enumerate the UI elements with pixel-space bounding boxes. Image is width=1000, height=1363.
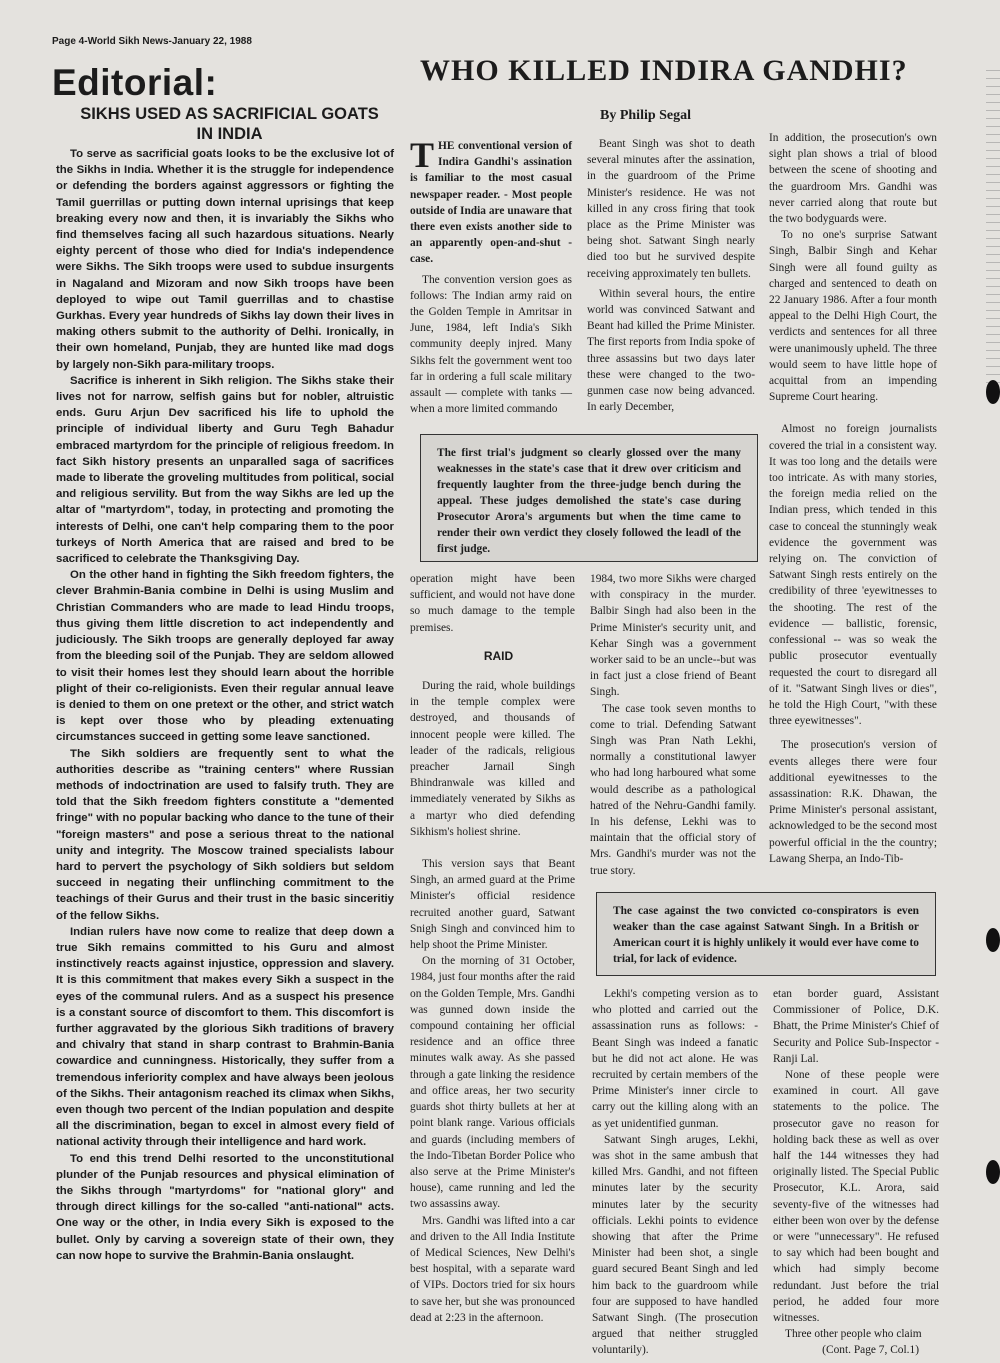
article-col1-bottom: [410, 571, 575, 1343]
article-paragraph: To no one's surprise Satwant Singh, Balbir Singh and Kehar Singh were all found guilty as charged and sentenced to death on 22 January 1986. After a four month appeal to the Delhi High Court, the verdicts and sentences for all three were unanimously upheld. The three would seem to have little hope of acquittal from an impending Supreme Court hearing.: [769, 229, 937, 404]
article-paragraph: Satwant Singh aruges, Lekhi, was shot in the same ambush that killed Mrs. Gandhi, and not fifteen minutes later by the security minutes later by the security officials. Lekhi points to evidence showing that after the Prime Minister had been shot, a single guard secured Beant Singh and led him back to the guardroom while four are supposed to have handled Satwant Singh. (The prosecution argued that neither struggled voluntarily).: [592, 1133, 758, 1357]
article-lead: [410, 135, 572, 268]
article-paragraph: Almost no foreign journalists covered the trial in a consistent way. It was too long and the details were too intricate. As with many stories, the foreign media relied on the Indian press, which tended in this case to conceal the stunningly weak evidence the government was relying on. The conviction of Satwant Singh rests entirely on the credibility of three 'eyewitnesses to the shooting. The rest of the evidence — ballistic, forensic, confessional -- was so weak the public prosecutor eventually requested the court to disregard all of it. "Satwant Singh lives or dies", he told the High Court, "with these three eyewitnesses".: [769, 423, 937, 728]
continued-note: (Cont. Page 7, Col.1): [822, 1344, 919, 1357]
article-byline: By Philip Segal: [600, 108, 692, 123]
editorial-paragraph: On the other hand in fighting the Sikh freedom fighters, the clever Brahmin-Bania combine in Delhi is using Muslim and Christian Commanders who are made to lead Hindu troops, thus giving them little discretion to act independently and judiciously. The Sikh troops are generally deployed far away from the bleeding soil of the Punjab. They are seldom allowed to visit their homes lest they should learn about the horrible plight of their co-religionists. Even their regular annual leave is denied to them on one pretext or the other, and strict watch is kept over those who by pleading extenuating circumstances succeed in getting some leave sanctioned.: [56, 569, 394, 744]
editorial-headline: [52, 104, 407, 144]
article-paragraph: None of these people were examined in court. All gave statements to the police. The prosecutor gave no reason for holding back these as well as over half the 144 witnesses they had originally listed. The Special Public Prosecutor, K.L. Arora, said seventy-five of the witnesses had either been won over by the defense or were "unnecessary". He refused to say which had been bought and which had simply become redundant. Just before the trial period, he added four more witnesses.: [773, 1069, 939, 1325]
article-paragraph: Mrs. Gandhi was lifted into a car and driven to the All India Institute of Medical Sciences, New Delhi's best hospital, with a separate ward of VIPs. Doctors tried for six hours to save her, but she was pronounced dead at 2:23 in the afternoon.: [410, 1214, 575, 1324]
article-col2-top: [587, 136, 755, 428]
page-header: Page 4-World Sikh News-January 22, 1988: [52, 36, 252, 47]
article-col2-bottom: [592, 986, 758, 1357]
editorial-paragraph: Indian rulers have now come to realize that deep down a true Sikh remains committed to his Guru and almost instinctively reacts against injustice, oppression and slavery. It is this commitment that makes every Sikh a suspect in the eyes of the communal rulers. And as a suspect his presence is a constant source of discomfort to them. This discomfort is further aggravated by the glorious Sikh traditions of bravery and chivalry that stand in sharp contrast to Brahmin-Bania cowardice and cunningness. Historically, they suffer from a tremendous inferiority complex and have always been jeolous of the Sikhs. Their antagonism reached its climax when Sikhs, even though two percent of the Indian population and despite all the discrimination, began to excel in almost every field of national activity through their intelligence and hard work.: [56, 925, 394, 1149]
punch-hole: [986, 1160, 1000, 1184]
article-paragraph: operation might have been sufficient, and would not have done so much damage to the temple premises.: [410, 573, 575, 634]
editorial-label: Editorial:: [52, 62, 218, 103]
pull-quote: The first trial's judgment so clearly glossed over the many weaknesses in the state's case that it drew over criticism and frequently laughter from the three-judge bench during the appeal. These judges demolished the state's case during Prosecutor Arora's arguments but when the time came to render their own verdict they closely followed the leadl of the first judge.: [420, 434, 758, 562]
page-edge-ruler: [986, 70, 1000, 390]
article-paragraph: Within several hours, the entire world was convinced Satwant and Beant had killed the Prime Minister. The first reports from India spoke of three assassins but two days later these were changed to the two-gunmen case now being advanced. In early December,: [587, 287, 755, 414]
article-col3-top: [769, 130, 937, 890]
subhead-raid: RAID: [483, 648, 514, 663]
editorial-body: [56, 146, 394, 1264]
article-paragraph: Beant Singh was shot to death several minutes after the assination, in the guardroom of the Prime Minister's residence. He was not killed in any cross firing that took place as the Prime Minister was being shot. Satwant Singh nearly died too but he survived despite receiving approximately ten bullets.: [587, 138, 755, 280]
article-paragraph: etan border guard, Assistant Commissioner of Police, D.K. Bhatt, the Prime Minister's Chief of Security and Police Sub-Inspector - Ranji Lal.: [773, 988, 939, 1065]
article-paragraph: The case took seven months to come to trial. Defending Satwant Singh was Pran Nath Lekhi, normally a constitutional lawyer who had long harboured what some would describe as a pathological hatred of the Nehru-Gandhi family. In his defense, Lekhi was to maintain that the official story of Mrs. Gandhi's murder was not the true story.: [590, 702, 756, 877]
article-col3-bottom: [773, 986, 939, 1357]
editorial-paragraph: To end this trend Delhi resorted to the unconstitutional plunder of the Punjab resources and physical elimination of the Sikhs through "martyrdoms" for "national glory" and through direct killings for the so-called "anti-national" acts. One way or the other, in India every Sikh is exposed to the bullet. Only by carving a sovereign state of their own, they can now hope to survive the Brahmin-Bania onslaught.: [56, 1152, 394, 1262]
editorial-headline-line1: SIKHS USED AS SACRIFICIAL GOATS: [80, 105, 379, 123]
punch-hole: [986, 380, 1000, 404]
editorial-paragraph: Sacrifice is inherent in Sikh religion. The Sikhs stake their lives not for narrow, selfish gains but for nobler, altruistic ends. Guru Arjun Dev sacrificed his life to uphold the principle of individual liberty and Guru Tegh Bahadur embraced martyrdom for the principle of religious freedom. In fact Sikh history presents an unparalled saga of sacrifices made to liberate the groveling multitudes from political, social and religious servility. But from the way Sikhs are led up the altar of "martyrdom", today, in protecting and promoting the interests of Delhi, one can't help comparing them to the poor turkeys of North America that are raised and bred to be sacrificed to celebrate the Thanksgiving Day.: [56, 374, 394, 566]
editorial-paragraph: To serve as sacrificial goats looks to be the exclusive lot of the Sikhs in India. Whether it is the struggle for independence or defending the borders against aggressors or fighting the Tamil guerrillas or putting down internal uprisings that keep breaking every now and then, it is invariably the Sikhs who find themselves facing all such hazardous situations. Nearly eighty percent of those who died for India's independence were Sikhs. The Sikh troops were used to subdue insurgents in Nagaland and Mizoram and now Sikh troops have been deployed to wipe out Tamil guerrillas and to chastise Gurkhas. Every year hundreds of Sikhs lay down their lives in making others submit to the authority of Delhi. Ironically, in their own homeland, Punjab, they are hunted like mad dogs by largely non-Sikh para-military troops.: [56, 148, 394, 371]
dropcap: T: [410, 135, 435, 175]
article-paragraph: On the morning of 31 October, 1984, just four months after the raid on the Golden Temple, Mrs. Gandhi was gunned down inside the compound containing her official residence and an office three minutes walk away. As she passed through a gate linking the residence and office areas, her two security guards shot thirty bullets at her at point blank range. Various officials and guards (including members of the Indo-Tibetan Border Police who also serve at the Prime Minister's house), came running and led the two assassins away.: [410, 955, 575, 1211]
lead-text: HE conventional version of Indira Gandhi's assination is familiar to the most casual newspaper reader. - Most people outside of India are unaware that there even exists another side to an apparently open-and-shut - case.: [410, 140, 572, 266]
article-col1-top: [410, 135, 572, 428]
article-paragraph: In addition, the prosecution's own sight plan shows a trial of blood between the scene of shooting and the guardroom Mrs. Gandhi was never carried along that route but the two bodyguards were.: [769, 132, 937, 226]
article-paragraph: During the raid, whole buildings in the temple complex were destroyed, and thousands of innocent people were killed. The leader of the radicals, religious preacher Jarnail Singh Bhindranwale was killed and immediately venerated by Sikhs as a martyr who died defending Sikhism's holiest shrine.: [410, 680, 575, 838]
article-col2-mid: [590, 571, 756, 881]
punch-hole: [986, 928, 1000, 952]
article-paragraph: Lekhi's competing version as to who plotted and carried out the assassination runs as follows: - Beant Singh was indeed a fanatic but he did not act alone. He was recruited by certain members of the Prime Minister's inner circle to carry out the killing along with an as yet unidentified gunman.: [592, 988, 758, 1130]
pull-quote: The case against the two convicted co-conspirators is even weaker than the case against Satwant Singh. In a British or American court it is highly unlikely it would ever have come to trial, for lack of evidence.: [596, 892, 936, 976]
article-paragraph: The prosecution's version of events alleges there were four additional eyewitnesses to the assassination: R.K. Dhawan, the Prime Minister's personal assistant, acknowledged to be the second most powerful official in the the country; Lawang Sherpa, an Indo-Tib-: [769, 739, 937, 865]
article-title: WHO KILLED INDIRA GANDHI?: [420, 54, 908, 87]
article-paragraph: 1984, two more Sikhs were charged with conspiracy in the murder. Balbir Singh had also been in the Prime Minister's security unit, and Kehar Singh was a government worker said to be an uncle--but was in fact just a close friend of Beant Singh.: [590, 573, 756, 699]
article-paragraph: This version says that Beant Singh, an armed guard at the Prime Minister's official residence recruited another guard, Satwant Snigh Singh and convinced him to help shoot the Prime Minister.: [410, 858, 575, 952]
article-paragraph: The convention version goes as follows: The Indian army raid on the Golden Temple in Amritsar in June, 1984, left India's Sikh community deeply injred. Many Sikhs felt the government went too far in ordering a full scale military assault — complete with tanks — when a more limited commando: [410, 273, 572, 416]
editorial-headline-line2: IN INDIA: [196, 125, 263, 143]
editorial-paragraph: The Sikh soldiers are frequently sent to what the authorities describe as "training centers" where Russian methods of indoctrination are used to falsify truth. They are told that the Sikh freedom fighters constitute a "demented fringe" with no popular backing who dance to the tune of their "foreign masters" and pose a serious threat to the national unity and integrity. The Moscow trained specialists labour hard to pervert the psychology of Sikh soldiers but seldom succeed in negating their unflinching commitment to the teachings of their Gurus and their trust in the basic sinceritiy of the fellow Sikhs.: [56, 747, 394, 922]
article-paragraph: Three other people who claim: [785, 1328, 922, 1341]
